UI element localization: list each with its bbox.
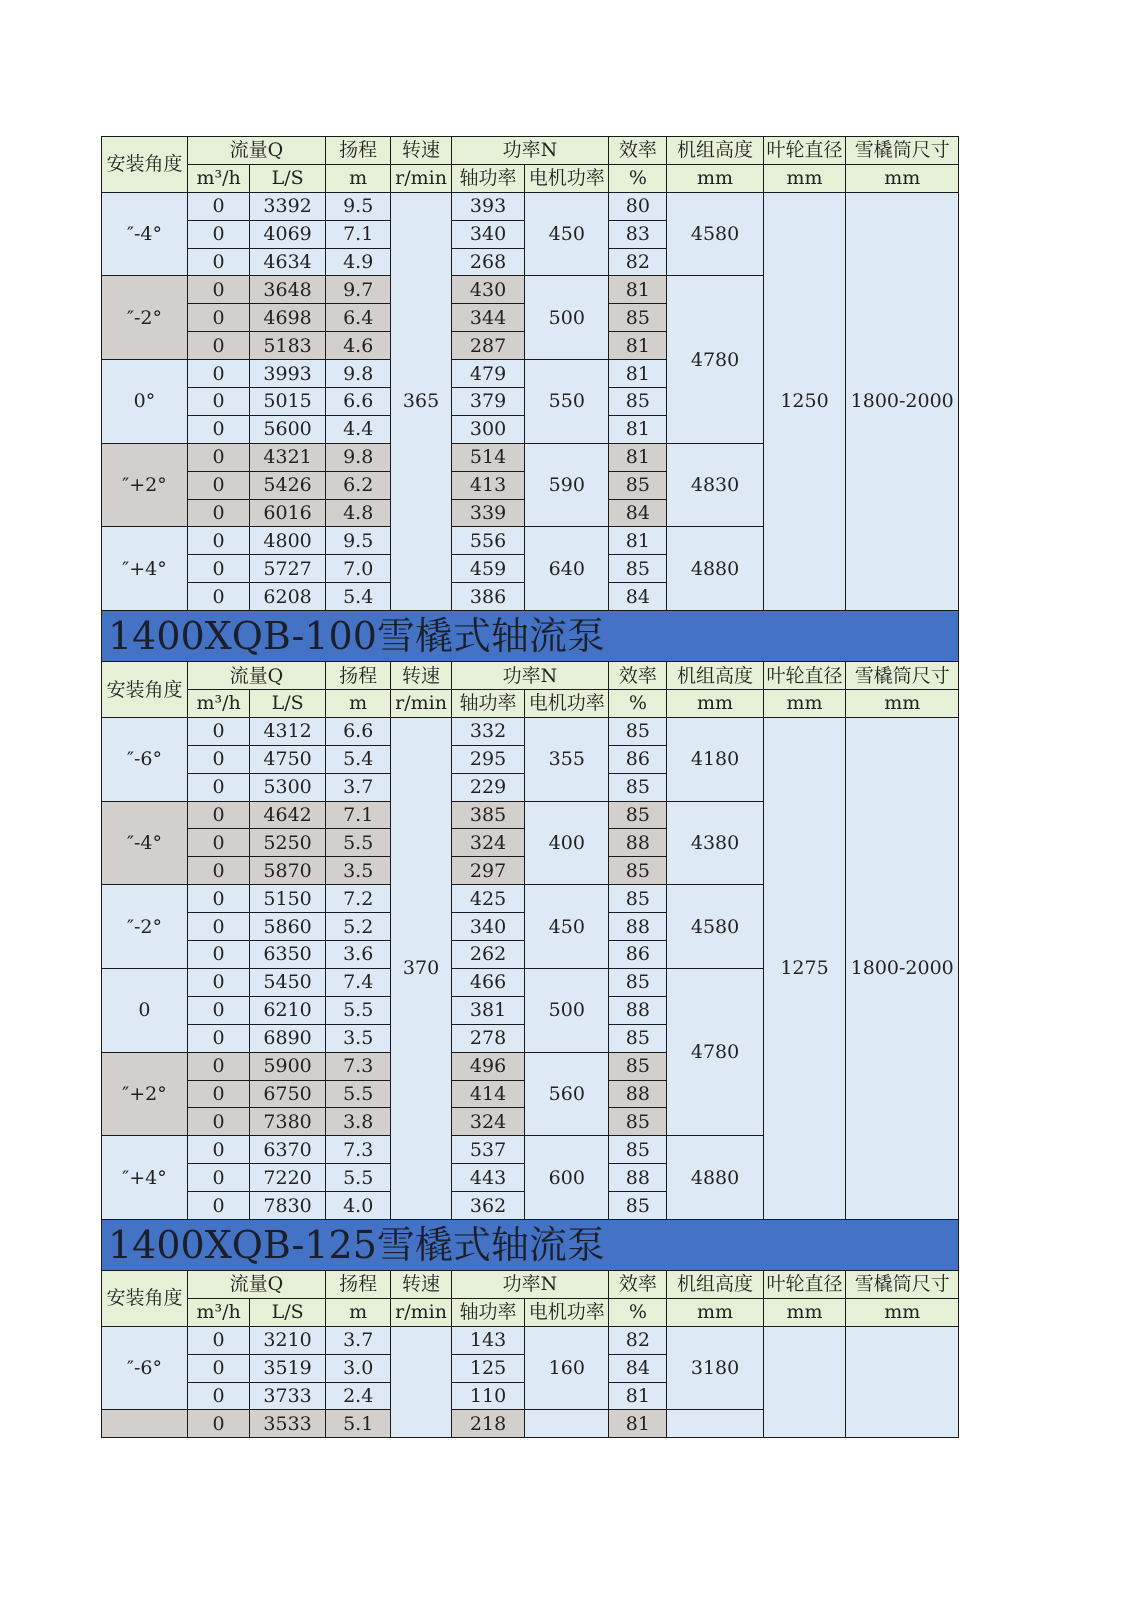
efficiency: 84 bbox=[609, 499, 667, 527]
flow-m3h: 0 bbox=[187, 1108, 249, 1136]
header-speed: 转速 bbox=[391, 1270, 451, 1298]
efficiency: 81 bbox=[609, 276, 667, 304]
head: 2.4 bbox=[325, 1382, 390, 1410]
motor-power: 355 bbox=[525, 717, 609, 801]
motor-power: 160 bbox=[525, 1326, 609, 1410]
flow-ls: 4750 bbox=[250, 745, 326, 773]
shaft-power: 125 bbox=[451, 1354, 525, 1382]
efficiency: 85 bbox=[609, 1108, 667, 1136]
impeller-diameter: 1275 bbox=[763, 717, 846, 1219]
flow-ls: 3533 bbox=[250, 1410, 326, 1438]
flow-ls: 5250 bbox=[250, 829, 326, 857]
head: 6.6 bbox=[325, 717, 390, 745]
motor-power bbox=[525, 1410, 609, 1438]
header-impeller: 叶轮直径 bbox=[763, 1270, 846, 1298]
head: 7.4 bbox=[325, 968, 390, 996]
efficiency: 84 bbox=[609, 583, 667, 611]
head: 3.7 bbox=[325, 773, 390, 801]
efficiency: 81 bbox=[609, 1382, 667, 1410]
unit-height: 3180 bbox=[667, 1326, 763, 1410]
angle-cell: ″-2° bbox=[102, 885, 188, 969]
unit-height: 4880 bbox=[667, 527, 763, 611]
head: 9.8 bbox=[325, 443, 390, 471]
efficiency: 86 bbox=[609, 745, 667, 773]
flow-ls: 4321 bbox=[250, 443, 326, 471]
unit-mm: mm bbox=[846, 1298, 959, 1326]
flow-m3h: 0 bbox=[187, 773, 249, 801]
unit-mm: mm bbox=[763, 1298, 846, 1326]
flow-m3h: 0 bbox=[187, 857, 249, 885]
efficiency: 85 bbox=[609, 857, 667, 885]
flow-m3h: 0 bbox=[187, 968, 249, 996]
unit-height: 4180 bbox=[667, 717, 763, 801]
unit-ls: L/S bbox=[250, 164, 326, 192]
flow-m3h: 0 bbox=[187, 1382, 249, 1410]
unit-m: m bbox=[325, 164, 390, 192]
flow-m3h: 0 bbox=[187, 913, 249, 941]
header-power: 功率N bbox=[451, 662, 608, 690]
header-shaft-power: 轴功率 bbox=[451, 690, 525, 718]
efficiency: 81 bbox=[609, 360, 667, 388]
motor-power: 400 bbox=[525, 801, 609, 885]
efficiency: 85 bbox=[609, 555, 667, 583]
flow-ls: 5860 bbox=[250, 913, 326, 941]
shaft-power: 430 bbox=[451, 276, 525, 304]
flow-ls: 5426 bbox=[250, 471, 326, 499]
flow-m3h: 0 bbox=[187, 304, 249, 332]
flow-ls: 7830 bbox=[250, 1192, 326, 1220]
sled-size: 1800-2000 bbox=[846, 192, 959, 610]
header-angle: 安装角度 bbox=[102, 662, 188, 718]
motor-power: 600 bbox=[525, 1136, 609, 1220]
unit-height: 4580 bbox=[667, 885, 763, 969]
motor-power: 500 bbox=[525, 276, 609, 360]
efficiency: 81 bbox=[609, 1410, 667, 1438]
shaft-power: 287 bbox=[451, 332, 525, 360]
head: 7.0 bbox=[325, 555, 390, 583]
flow-m3h: 0 bbox=[187, 471, 249, 499]
head: 3.5 bbox=[325, 1024, 390, 1052]
efficiency: 81 bbox=[609, 443, 667, 471]
head: 3.5 bbox=[325, 857, 390, 885]
motor-power: 560 bbox=[525, 1052, 609, 1136]
shaft-power: 386 bbox=[451, 583, 525, 611]
header-motor-power: 电机功率 bbox=[525, 1298, 609, 1326]
header-sled: 雪橇筒尺寸 bbox=[846, 137, 959, 165]
flow-m3h: 0 bbox=[187, 885, 249, 913]
efficiency: 85 bbox=[609, 885, 667, 913]
header-head: 扬程 bbox=[325, 137, 390, 165]
shaft-power: 385 bbox=[451, 801, 525, 829]
header-unit-height: 机组高度 bbox=[667, 1270, 763, 1298]
flow-m3h: 0 bbox=[187, 1136, 249, 1164]
header-efficiency: 效率 bbox=[609, 1270, 667, 1298]
efficiency: 85 bbox=[609, 304, 667, 332]
flow-m3h: 0 bbox=[187, 1410, 249, 1438]
head: 5.2 bbox=[325, 913, 390, 941]
unit-m3h: m³/h bbox=[187, 1298, 249, 1326]
angle-cell: ″-6° bbox=[102, 1326, 188, 1410]
shaft-power: 110 bbox=[451, 1382, 525, 1410]
head: 4.6 bbox=[325, 332, 390, 360]
header-impeller: 叶轮直径 bbox=[763, 662, 846, 690]
pump-table-3 bbox=[101, 1270, 959, 1438]
efficiency: 88 bbox=[609, 1164, 667, 1192]
head: 5.5 bbox=[325, 1080, 390, 1108]
shaft-power: 278 bbox=[451, 1024, 525, 1052]
head: 4.4 bbox=[325, 415, 390, 443]
impeller-diameter: 1250 bbox=[763, 192, 846, 610]
efficiency: 84 bbox=[609, 1354, 667, 1382]
header-flow: 流量Q bbox=[187, 137, 325, 165]
speed-cell: 370 bbox=[391, 717, 451, 1219]
head: 4.9 bbox=[325, 248, 390, 276]
flow-m3h: 0 bbox=[187, 192, 249, 220]
shaft-power: 344 bbox=[451, 304, 525, 332]
efficiency: 85 bbox=[609, 1192, 667, 1220]
efficiency: 85 bbox=[609, 1024, 667, 1052]
header-flow: 流量Q bbox=[187, 662, 325, 690]
head: 5.4 bbox=[325, 583, 390, 611]
angle-cell: ″-4° bbox=[102, 192, 188, 276]
head: 3.8 bbox=[325, 1108, 390, 1136]
head: 7.1 bbox=[325, 220, 390, 248]
shaft-power: 459 bbox=[451, 555, 525, 583]
flow-ls: 3993 bbox=[250, 360, 326, 388]
angle-cell bbox=[102, 1410, 188, 1438]
angle-cell: 0° bbox=[102, 360, 188, 444]
efficiency: 86 bbox=[609, 941, 667, 969]
header-speed: 转速 bbox=[391, 137, 451, 165]
unit-mm: mm bbox=[667, 164, 763, 192]
shaft-power: 218 bbox=[451, 1410, 525, 1438]
efficiency: 82 bbox=[609, 1326, 667, 1354]
unit-mm: mm bbox=[667, 1298, 763, 1326]
shaft-power: 332 bbox=[451, 717, 525, 745]
head: 6.6 bbox=[325, 388, 390, 416]
flow-ls: 5300 bbox=[250, 773, 326, 801]
flow-m3h: 0 bbox=[187, 996, 249, 1024]
sled-size: 1800-2000 bbox=[846, 717, 959, 1219]
angle-cell: 0 bbox=[102, 968, 188, 1052]
speed-cell: 365 bbox=[391, 192, 451, 610]
angle-cell: ″+2° bbox=[102, 443, 188, 527]
flow-ls: 4698 bbox=[250, 304, 326, 332]
angle-cell: ″-2° bbox=[102, 276, 188, 360]
pump-table-2 bbox=[101, 661, 959, 1220]
section-title: 1400XQB-100雪橇式轴流泵 bbox=[101, 611, 959, 661]
shaft-power: 413 bbox=[451, 471, 525, 499]
unit-percent: % bbox=[609, 690, 667, 718]
unit-height bbox=[667, 1410, 763, 1438]
head: 7.2 bbox=[325, 885, 390, 913]
flow-ls: 5600 bbox=[250, 415, 326, 443]
head: 9.8 bbox=[325, 360, 390, 388]
head: 5.5 bbox=[325, 1164, 390, 1192]
shaft-power: 425 bbox=[451, 885, 525, 913]
header-angle: 安装角度 bbox=[102, 137, 188, 193]
shaft-power: 339 bbox=[451, 499, 525, 527]
unit-height: 4380 bbox=[667, 801, 763, 885]
header-efficiency: 效率 bbox=[609, 137, 667, 165]
shaft-power: 340 bbox=[451, 913, 525, 941]
flow-ls: 5450 bbox=[250, 968, 326, 996]
flow-ls: 5870 bbox=[250, 857, 326, 885]
shaft-power: 393 bbox=[451, 192, 525, 220]
shaft-power: 514 bbox=[451, 443, 525, 471]
head: 9.5 bbox=[325, 192, 390, 220]
head: 3.6 bbox=[325, 941, 390, 969]
header-speed: 转速 bbox=[391, 662, 451, 690]
flow-m3h: 0 bbox=[187, 388, 249, 416]
header-impeller: 叶轮直径 bbox=[763, 137, 846, 165]
unit-mm: mm bbox=[763, 690, 846, 718]
flow-m3h: 0 bbox=[187, 1192, 249, 1220]
efficiency: 88 bbox=[609, 829, 667, 857]
efficiency: 85 bbox=[609, 717, 667, 745]
efficiency: 85 bbox=[609, 773, 667, 801]
efficiency: 81 bbox=[609, 527, 667, 555]
efficiency: 88 bbox=[609, 1080, 667, 1108]
flow-m3h: 0 bbox=[187, 555, 249, 583]
unit-m: m bbox=[325, 690, 390, 718]
efficiency: 80 bbox=[609, 192, 667, 220]
efficiency: 81 bbox=[609, 415, 667, 443]
motor-power: 500 bbox=[525, 968, 609, 1052]
head: 7.3 bbox=[325, 1136, 390, 1164]
unit-height: 4830 bbox=[667, 443, 763, 527]
header-shaft-power: 轴功率 bbox=[451, 1298, 525, 1326]
header-shaft-power: 轴功率 bbox=[451, 164, 525, 192]
header-power: 功率N bbox=[451, 1270, 608, 1298]
shaft-power: 479 bbox=[451, 360, 525, 388]
flow-ls: 5727 bbox=[250, 555, 326, 583]
flow-m3h: 0 bbox=[187, 248, 249, 276]
shaft-power: 537 bbox=[451, 1136, 525, 1164]
flow-m3h: 0 bbox=[187, 1354, 249, 1382]
flow-ls: 6750 bbox=[250, 1080, 326, 1108]
efficiency: 85 bbox=[609, 1136, 667, 1164]
head: 3.0 bbox=[325, 1354, 390, 1382]
unit-m3h: m³/h bbox=[187, 164, 249, 192]
efficiency: 85 bbox=[609, 388, 667, 416]
efficiency: 82 bbox=[609, 248, 667, 276]
efficiency: 88 bbox=[609, 913, 667, 941]
shaft-power: 324 bbox=[451, 829, 525, 857]
flow-m3h: 0 bbox=[187, 332, 249, 360]
flow-ls: 4634 bbox=[250, 248, 326, 276]
unit-mm: mm bbox=[846, 164, 959, 192]
motor-power: 640 bbox=[525, 527, 609, 611]
flow-m3h: 0 bbox=[187, 443, 249, 471]
flow-ls: 5900 bbox=[250, 1052, 326, 1080]
flow-ls: 6370 bbox=[250, 1136, 326, 1164]
unit-height: 4580 bbox=[667, 192, 763, 276]
shaft-power: 262 bbox=[451, 941, 525, 969]
flow-m3h: 0 bbox=[187, 220, 249, 248]
header-angle: 安装角度 bbox=[102, 1270, 188, 1326]
head: 7.1 bbox=[325, 801, 390, 829]
unit-mm: mm bbox=[846, 690, 959, 718]
flow-m3h: 0 bbox=[187, 829, 249, 857]
shaft-power: 379 bbox=[451, 388, 525, 416]
shaft-power: 556 bbox=[451, 527, 525, 555]
flow-m3h: 0 bbox=[187, 527, 249, 555]
flow-ls: 4312 bbox=[250, 717, 326, 745]
flow-ls: 5015 bbox=[250, 388, 326, 416]
shaft-power: 340 bbox=[451, 220, 525, 248]
flow-ls: 4800 bbox=[250, 527, 326, 555]
head: 5.5 bbox=[325, 996, 390, 1024]
flow-ls: 3392 bbox=[250, 192, 326, 220]
header-sled: 雪橇筒尺寸 bbox=[846, 662, 959, 690]
head: 6.4 bbox=[325, 304, 390, 332]
shaft-power: 295 bbox=[451, 745, 525, 773]
section-title: 1400XQB-125雪橇式轴流泵 bbox=[101, 1220, 959, 1270]
shaft-power: 443 bbox=[451, 1164, 525, 1192]
unit-rmin: r/min bbox=[391, 1298, 451, 1326]
unit-rmin: r/min bbox=[391, 690, 451, 718]
flow-m3h: 0 bbox=[187, 1080, 249, 1108]
head: 6.2 bbox=[325, 471, 390, 499]
head: 5.1 bbox=[325, 1410, 390, 1438]
angle-cell: ″+4° bbox=[102, 527, 188, 611]
flow-ls: 3210 bbox=[250, 1326, 326, 1354]
angle-cell: ″-6° bbox=[102, 717, 188, 801]
motor-power: 550 bbox=[525, 360, 609, 444]
head: 9.5 bbox=[325, 527, 390, 555]
angle-cell: ″-4° bbox=[102, 801, 188, 885]
flow-ls: 6890 bbox=[250, 1024, 326, 1052]
efficiency: 88 bbox=[609, 996, 667, 1024]
shaft-power: 381 bbox=[451, 996, 525, 1024]
motor-power: 450 bbox=[525, 192, 609, 276]
flow-ls: 7380 bbox=[250, 1108, 326, 1136]
flow-ls: 7220 bbox=[250, 1164, 326, 1192]
flow-ls: 3519 bbox=[250, 1354, 326, 1382]
sled-size bbox=[846, 1326, 959, 1438]
head: 3.7 bbox=[325, 1326, 390, 1354]
unit-mm: mm bbox=[667, 690, 763, 718]
flow-m3h: 0 bbox=[187, 1052, 249, 1080]
head: 4.0 bbox=[325, 1192, 390, 1220]
flow-ls: 4642 bbox=[250, 801, 326, 829]
flow-m3h: 0 bbox=[187, 360, 249, 388]
shaft-power: 324 bbox=[451, 1108, 525, 1136]
efficiency: 85 bbox=[609, 968, 667, 996]
motor-power: 590 bbox=[525, 443, 609, 527]
unit-ls: L/S bbox=[250, 690, 326, 718]
shaft-power: 143 bbox=[451, 1326, 525, 1354]
shaft-power: 297 bbox=[451, 857, 525, 885]
unit-ls: L/S bbox=[250, 1298, 326, 1326]
header-motor-power: 电机功率 bbox=[525, 164, 609, 192]
flow-m3h: 0 bbox=[187, 717, 249, 745]
efficiency: 81 bbox=[609, 332, 667, 360]
unit-m: m bbox=[325, 1298, 390, 1326]
flow-m3h: 0 bbox=[187, 276, 249, 304]
flow-m3h: 0 bbox=[187, 499, 249, 527]
header-sled: 雪橇筒尺寸 bbox=[846, 1270, 959, 1298]
header-unit-height: 机组高度 bbox=[667, 137, 763, 165]
unit-percent: % bbox=[609, 1298, 667, 1326]
flow-ls: 5150 bbox=[250, 885, 326, 913]
head: 4.8 bbox=[325, 499, 390, 527]
header-motor-power: 电机功率 bbox=[525, 690, 609, 718]
shaft-power: 362 bbox=[451, 1192, 525, 1220]
flow-ls: 4069 bbox=[250, 220, 326, 248]
flow-ls: 6208 bbox=[250, 583, 326, 611]
header-unit-height: 机组高度 bbox=[667, 662, 763, 690]
head: 5.4 bbox=[325, 745, 390, 773]
flow-m3h: 0 bbox=[187, 745, 249, 773]
head: 9.7 bbox=[325, 276, 390, 304]
motor-power: 450 bbox=[525, 885, 609, 969]
efficiency: 83 bbox=[609, 220, 667, 248]
shaft-power: 268 bbox=[451, 248, 525, 276]
unit-percent: % bbox=[609, 164, 667, 192]
flow-ls: 6350 bbox=[250, 941, 326, 969]
flow-ls: 5183 bbox=[250, 332, 326, 360]
header-power: 功率N bbox=[451, 137, 608, 165]
flow-ls: 6210 bbox=[250, 996, 326, 1024]
angle-cell: ″+2° bbox=[102, 1052, 188, 1136]
shaft-power: 229 bbox=[451, 773, 525, 801]
unit-height: 4880 bbox=[667, 1136, 763, 1220]
header-head: 扬程 bbox=[325, 1270, 390, 1298]
flow-m3h: 0 bbox=[187, 1164, 249, 1192]
flow-m3h: 0 bbox=[187, 583, 249, 611]
impeller-diameter bbox=[763, 1326, 846, 1438]
flow-m3h: 0 bbox=[187, 941, 249, 969]
efficiency: 85 bbox=[609, 1052, 667, 1080]
unit-height: 4780 bbox=[667, 968, 763, 1135]
flow-ls: 6016 bbox=[250, 499, 326, 527]
shaft-power: 466 bbox=[451, 968, 525, 996]
speed-cell bbox=[391, 1326, 451, 1438]
header-efficiency: 效率 bbox=[609, 662, 667, 690]
unit-rmin: r/min bbox=[391, 164, 451, 192]
shaft-power: 300 bbox=[451, 415, 525, 443]
unit-m3h: m³/h bbox=[187, 690, 249, 718]
efficiency: 85 bbox=[609, 801, 667, 829]
unit-height: 4780 bbox=[667, 276, 763, 443]
shaft-power: 414 bbox=[451, 1080, 525, 1108]
shaft-power: 496 bbox=[451, 1052, 525, 1080]
header-flow: 流量Q bbox=[187, 1270, 325, 1298]
head: 5.5 bbox=[325, 829, 390, 857]
flow-ls: 3648 bbox=[250, 276, 326, 304]
unit-mm: mm bbox=[763, 164, 846, 192]
flow-ls: 3733 bbox=[250, 1382, 326, 1410]
flow-m3h: 0 bbox=[187, 415, 249, 443]
pump-spec-sheet bbox=[101, 136, 959, 1438]
efficiency: 85 bbox=[609, 471, 667, 499]
head: 7.3 bbox=[325, 1052, 390, 1080]
flow-m3h: 0 bbox=[187, 1024, 249, 1052]
pump-table-1 bbox=[101, 136, 959, 611]
flow-m3h: 0 bbox=[187, 801, 249, 829]
angle-cell: ″+4° bbox=[102, 1136, 188, 1220]
flow-m3h: 0 bbox=[187, 1326, 249, 1354]
header-head: 扬程 bbox=[325, 662, 390, 690]
